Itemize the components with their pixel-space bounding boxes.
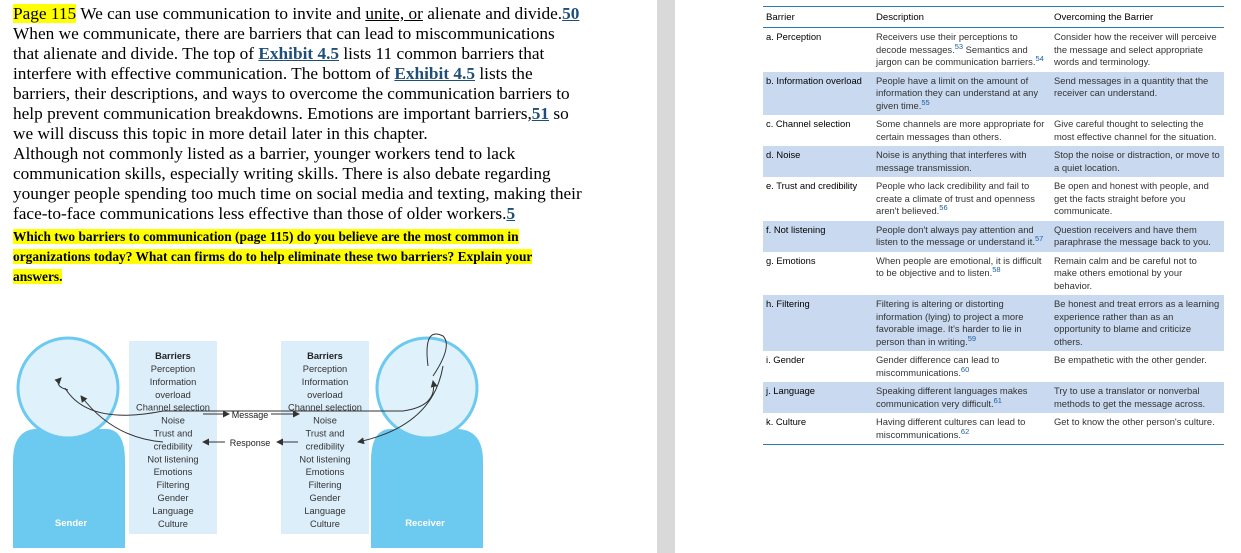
footnote-ref[interactable]: 57 [1034, 233, 1044, 243]
sender-body [13, 429, 125, 548]
header-description: Description [873, 7, 1051, 28]
description-cell: When people are emotional, it is difficult to be objective and to listen.$^{58}$ [876, 254, 1042, 278]
question-paragraph [13, 226, 583, 286]
barrier-line: Noise [161, 415, 185, 426]
table-row [763, 28, 1224, 72]
barrier-line: Filtering [156, 480, 190, 491]
barrier-line: credibility [153, 441, 193, 452]
footnote-ref[interactable]: 58 [992, 264, 1001, 274]
barriers-table [763, 6, 1224, 445]
overcome-cell: Be empathetic with the other gender. [1054, 354, 1207, 365]
table-header-row [763, 7, 1224, 28]
overcome-cell: Be open and honest with people, and get the facts straight before you communicate. [1054, 180, 1209, 216]
footnote-ref[interactable]: 54 [1035, 53, 1044, 63]
sender-head [18, 338, 118, 438]
barrier-line: Gender [309, 493, 341, 503]
description-cell: People have a limit on the amount of information they can understand at any given time.$^{55}$ [873, 72, 1051, 116]
description-cell: Noise is anything that interferes with message transmission. [873, 146, 1051, 177]
barrier-cell: b. Information overload [763, 72, 873, 116]
footnote-link-50[interactable]: 50 [562, 4, 580, 23]
footnote-ref[interactable]: 55 [921, 97, 930, 107]
overcome-cell: Stop the noise or distraction, or move to a quiet location. [1051, 146, 1224, 177]
paragraph-2: Although not commonly listed as a barrier, younger workers tend to lack communication skills, especially writing skills. There is also debate regarding younger people spending too much time on social media and texting, making their face-to-face communications less effective than those of older workers.5 [13, 144, 582, 223]
exhibit-link[interactable]: Exhibit 4.5 [394, 64, 476, 83]
communication-diagram [13, 326, 483, 548]
barrier-line: Emotions [153, 467, 193, 478]
barrier-cell: f. Not listening [763, 221, 873, 252]
barrier-line: Channel selection [136, 402, 210, 413]
message-label: Message [231, 410, 269, 420]
barrier-line: Culture [310, 518, 340, 529]
barrier-line: Language [152, 505, 194, 516]
overcome-cell: Give careful thought to selecting the most effective channel for the situation. [1054, 118, 1217, 142]
overcome-cell: Question receivers and have them paraphrase the message back to you. [1051, 221, 1224, 252]
footnote-ref[interactable]: 62 [960, 426, 970, 436]
barrier-line: Perception [150, 364, 196, 374]
header-overcoming: Overcoming the Barrier [1051, 7, 1224, 28]
exhibit-link[interactable]: Exhibit 4.5 [258, 44, 340, 63]
barrier-cell: h. Filtering [763, 295, 873, 351]
barrier-line: Not listening [299, 454, 351, 465]
footnote-ref[interactable]: 53 [954, 41, 964, 51]
barrier-line: Gender [157, 493, 189, 503]
barrier-line: overload [307, 389, 343, 400]
table-row [763, 72, 1224, 116]
description-cell: Gender difference can lead to miscommunications.$^{60}$ [876, 354, 1000, 378]
barrier-cell: j. Language [763, 382, 873, 413]
description-cell: People who lack credibility and fail to create a climate of trust and openness aren't believed.$^{56}$ [876, 180, 1035, 216]
table-row [763, 146, 1224, 177]
footnote-ref[interactable]: 56 [939, 202, 948, 212]
sender-label: Sender [54, 518, 88, 529]
table-body [763, 28, 1224, 445]
description-cell: People don't always pay attention and listen to the message or understand it.$^{57}$ [873, 221, 1051, 252]
barrier-line: Noise [313, 415, 337, 426]
barrier-line: overload [155, 389, 191, 400]
barriers-title-right: Barriers [307, 351, 343, 361]
response-label: Response [229, 438, 271, 448]
overcome-cell: Get to know the other person's culture. [1051, 413, 1224, 445]
overcome-cell: Be honest and treat errors as a learning experience rather than as an opportunity to blame and criticize others. [1051, 295, 1224, 351]
footnote-ref[interactable]: 61 [993, 395, 1002, 405]
table-row [763, 382, 1224, 413]
receiver-label: Receiver [405, 518, 445, 529]
table-row [763, 221, 1224, 252]
description-cell: Speaking different languages makes communication very difficult.$^{61}$ [873, 382, 1051, 413]
table-row [763, 177, 1224, 221]
table-row [763, 351, 1224, 382]
footnote-link-51[interactable]: 51 [531, 104, 550, 123]
barrier-line: Not listening [147, 454, 199, 465]
footnote-ref[interactable]: 60 [960, 364, 970, 374]
barrier-line: credibility [305, 441, 345, 452]
header-barrier: Barrier [763, 7, 873, 28]
overcome-cell: Remain calm and be careful not to make others emotional by your behavior. [1054, 254, 1197, 291]
page-gap [657, 0, 675, 553]
highlighted-question: Which two barriers to communication (page 115) do you believe are the most common in organizations today? What can firms do to help eliminate these two barriers? Explain your answers. [13, 229, 533, 284]
barriers-title-left: Barriers [155, 351, 191, 361]
table-row [763, 295, 1224, 351]
barrier-cell: c. Channel selection [766, 118, 851, 129]
barrier-line: Information [301, 376, 349, 387]
underlined-text: unite, or [365, 4, 423, 23]
barrier-line: Culture [158, 518, 188, 529]
table-row [763, 413, 1224, 445]
description-cell: Some channels are more appropriate for certain messages than others. [876, 118, 1045, 142]
barrier-line: Channel selection [288, 402, 362, 413]
barrier-line: Filtering [308, 480, 342, 491]
barrier-line: Trust and [153, 428, 193, 439]
barrier-line: Perception [302, 364, 348, 374]
footnote-link-5[interactable]: 5 [506, 204, 516, 223]
text-body [13, 4, 583, 286]
page-reference: Page 115 [13, 4, 77, 23]
barrier-cell: d. Noise [763, 146, 873, 177]
overcome-cell: Try to use a translator or nonverbal methods to get the message across. [1051, 382, 1224, 413]
barrier-line: Language [304, 505, 346, 516]
barrier-cell: i. Gender [766, 354, 805, 365]
paragraph-1: Page 115 We can use communication to invite and unite, or alienate and divide.50 When we communicate, there are barriers that can lead to miscommunications that alienate and divide. The top of Exhibit 4.5 lists 11 common barriers that interfere with effective communication. The bottom of Exhibit 4.5 lists the barriers, their descriptions, and ways to overcome the communication barriers to help prevent communication breakdowns. Emotions are important barriers,51 so we will discuss this topic in more detail later in this chapter. [13, 4, 580, 143]
overcome-cell: Consider how the receiver will perceive the message and select appropriate words and terminology. [1054, 31, 1217, 67]
barrier-cell: g. Emotions [766, 254, 816, 266]
footnote-ref[interactable]: 59 [967, 333, 977, 343]
description-cell: Filtering is altering or distorting information (lying) to project a more favorable image. It's harder to lie in person than in writing.$^{59}$ [873, 295, 1051, 351]
barrier-cell: a. Perception [766, 31, 822, 42]
right-page [675, 0, 1241, 553]
barrier-cell: k. Culture [763, 413, 873, 445]
overcome-cell: Send messages in a quantity that the receiver can understand. [1051, 72, 1224, 116]
barrier-line: Emotions [305, 467, 345, 478]
table-row [763, 115, 1224, 146]
description-cell: Having different cultures can lead to miscommunications.$^{62}$ [873, 413, 1051, 445]
barrier-line: Trust and [305, 428, 345, 439]
receiver-body [371, 429, 483, 548]
barrier-line: Information [149, 376, 197, 387]
barrier-cell: e. Trust and credibility [766, 180, 858, 191]
table-row [763, 252, 1224, 296]
description-cell: Receivers use their perceptions to decode messages.$^{53}$ Semantics and jargon can be communication barriers.$^{54}$ [876, 31, 1044, 67]
